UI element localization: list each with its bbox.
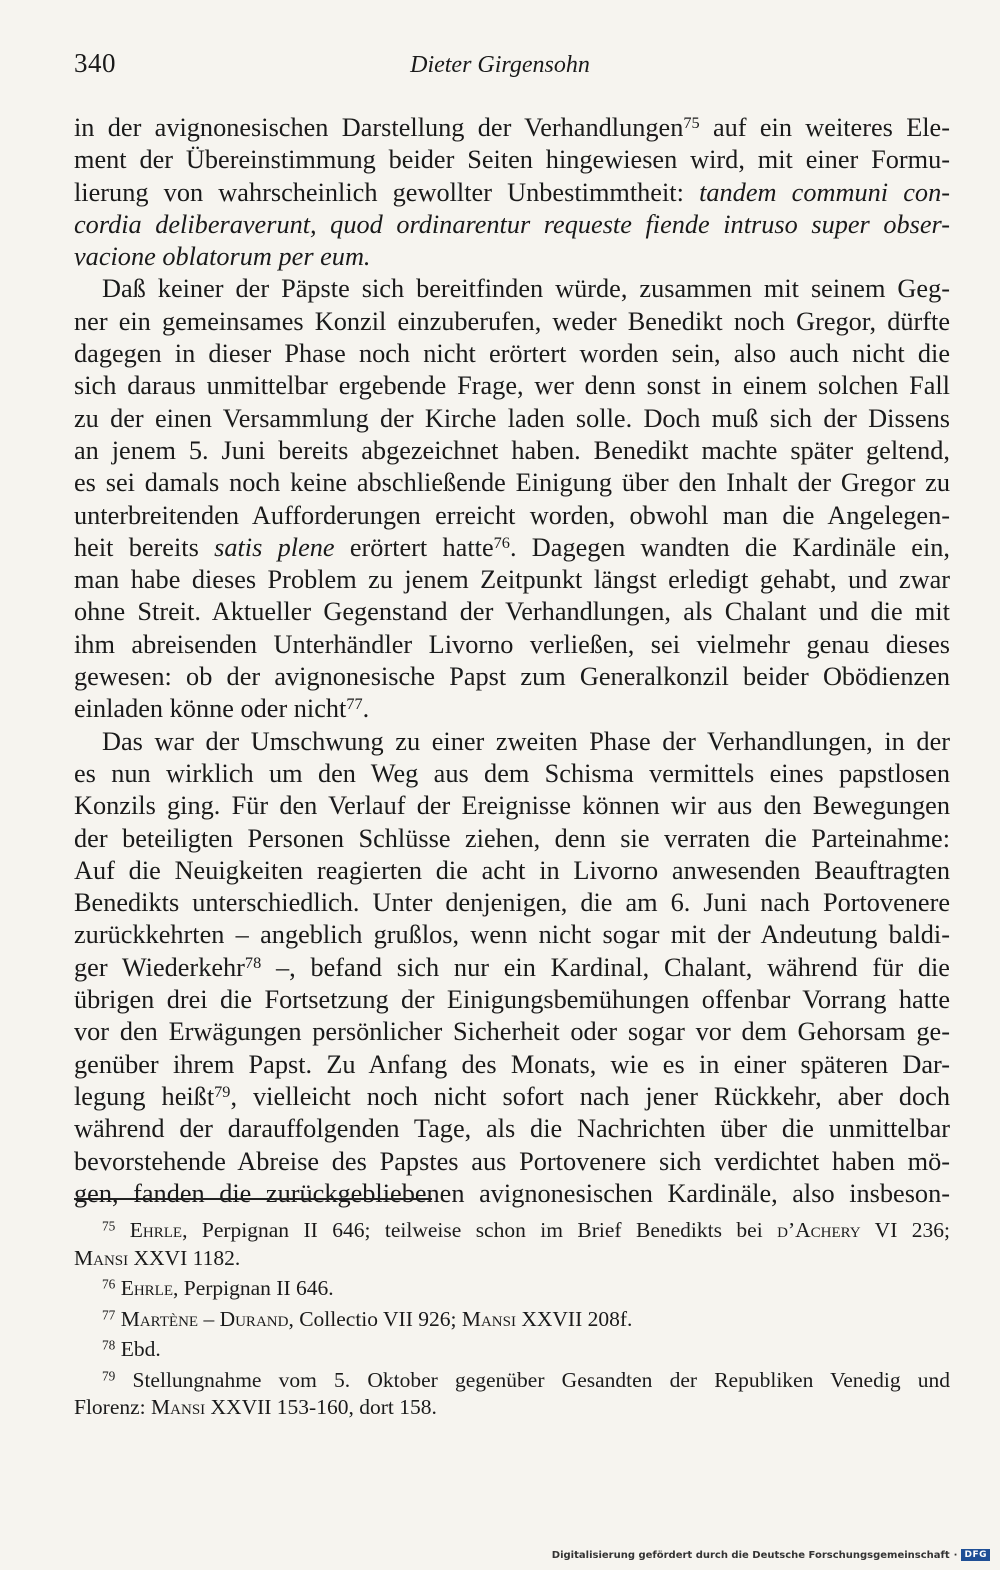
footnote-line [74,1306,950,1334]
body-line: zurückkehrten – angeblich grußlos, wenn nicht sogar mit der Andeutung baldi- [74,920,950,950]
text-run: Florenz: [74,1395,152,1419]
author-name: d’Achery [777,1218,861,1242]
text-run: heit bereits [74,532,215,562]
body-line: ihm abreisenden Unterhändler Livorno verließen, sei vielmehr genau dieses [74,629,950,659]
text-run: , Collectio VII 926; [288,1306,462,1331]
running-head: Dieter Girgensohn [410,52,590,78]
paragraph-1 [74,112,950,273]
body-line: an jenem 5. Juni bereits abgezeichnet haben. Benedikt machte später geltend, [74,435,950,465]
footnote-78 [74,1336,950,1364]
author-name: Ehrle [120,1276,173,1300]
latin-quote: satis plene [214,532,335,562]
body-line: der beteiligten Personen Schlüsse ziehen, denn sie verraten die Parteinahme: [74,823,950,853]
body-line: gewesen: ob der avignonesische Papst zum Generalkonzil beider Obödienzen [74,662,950,692]
author-name: Martène – Durand [120,1306,289,1331]
footnote-ref-78[interactable]: 78 [244,952,262,972]
footnote-line [74,1245,950,1273]
latin-quote: tandem communi con- [699,177,950,207]
footnote-divider [74,1198,432,1200]
author-name: Mansi [151,1395,206,1419]
footnote-line [74,1394,950,1422]
text-run: VI 236; [860,1218,951,1242]
body-line: übrigen drei die Fortsetzung der Einigungsbemühungen offenbar Vorrang hatte [74,985,950,1015]
body-line: genüber ihrem Papst. Zu Anfang des Monats, wie es in einer späteren Dar- [74,1049,950,1079]
body-line: Auf die Neuigkeiten reagierten die acht in Livorno anwesenden Beauftragten [74,855,950,885]
text-run: , vielleicht noch nicht sofort nach jener Rückkehr, aber doch [230,1081,951,1111]
text-run: legung heißt [74,1081,215,1111]
text-run: lierung von wahrscheinlich gewollter Unbestimmtheit: [74,177,700,207]
body-line: vacione oblatorum per eum. [74,242,371,272]
text-run: –, befand sich nur ein Kardinal, Chalant, während für die [261,952,950,982]
body-line [74,177,950,209]
body-line: unterbreitenden Aufforderungen erreicht worden, obwohl man die Angelegen- [74,500,950,530]
text-run: XXVII 153-160, dort 158. [205,1395,437,1419]
body-line: ment der Übereinstimmung beider Seiten hingewiesen wird, mit einer Formu- [74,145,950,175]
digitization-credit: Digitalisierung gefördert durch die Deutsche Forschungsgemeinschaft · DFG [552,1549,990,1561]
footnote-line [74,1336,950,1364]
text-run: Ebd. [120,1337,161,1361]
body-line [74,1081,950,1113]
text-run: . [362,694,370,724]
footnote-77 [74,1306,950,1334]
body-line: ner ein gemeinsames Konzil einzuberufen, weder Benedikt noch Gregor, dürfte [74,306,950,336]
footnotes [74,1217,950,1422]
paragraph-2 [74,273,950,725]
body-line: Daß keiner der Päpste sich bereitfinden würde, zusammen mit seinem Geg- [102,274,950,304]
body-line: Konzils ging. Für den Verlauf der Ereignisse können wir aus den Bewegungen [74,791,950,821]
credit-text: Digitalisierung gefördert durch die Deutsche Forschungsgemeinschaft [551,1549,950,1561]
body-line: es sei damals noch keine abschließende Einigung über den Inhalt der Gregor zu [74,468,950,498]
body-line: zu der einen Versammlung der Kirche laden solle. Doch muß sich der Dissens [74,403,950,433]
text-run: . Dagegen wandten die Kardinäle ein, [509,532,950,562]
footnote-number: 76 [102,1276,116,1292]
body-line [74,952,950,984]
body-line: gen, fanden die zurückgebliebenen avignonesischen Kardinäle, also insbeson- [74,1178,950,1208]
footnote-number: 79 [102,1367,116,1383]
body-line: Benedikts unterschiedlich. Unter denjenigen, die am 6. Juni nach Portovenere [74,888,950,918]
body-line [74,532,950,564]
text-run: , Perpignan II 646. [173,1276,334,1300]
footnote-ref-75[interactable]: 75 [683,112,700,132]
footnote-76 [74,1275,950,1303]
body-text [74,112,950,1210]
paragraph-3 [74,726,950,1210]
body-line: bevorstehende Abreise des Papstes aus Portovenere sich verdichtet haben mö- [74,1146,950,1176]
footnote-line [74,1275,950,1303]
text-run: XXVII 208f. [515,1306,633,1331]
footnote-ref-76[interactable]: 76 [493,532,510,552]
footnote-line [74,1367,950,1395]
body-line: Das war der Umschwung zu einer zweiten Phase der Verhandlungen, in der [102,726,950,756]
text-run: XXVI 1182. [128,1245,241,1270]
body-line: cordia deliberaverunt, quod ordinarentur requeste fiende intruso super obser- [74,209,950,239]
footnote-number: 77 [102,1306,116,1322]
author-name: Ehrle [129,1218,183,1242]
footnote-line [74,1217,950,1245]
body-line: ohne Streit. Aktueller Gegenstand der Verhandlungen, als Chalant und die mit [74,597,950,627]
text-run: auf ein weiteres Ele- [699,113,950,142]
body-line [74,693,950,725]
author-name: Mansi [74,1245,129,1270]
page-number: 340 [74,48,116,78]
footnote-79 [74,1367,950,1422]
body-line [74,112,950,144]
body-line: dagegen in dieser Phase noch nicht erörtert worden sein, also auch nicht die [74,339,950,369]
body-line: es nun wirklich um den Weg aus dem Schisma vermittels eines papstlosen [74,758,950,788]
text-run: ger Wiederkehr [74,952,245,982]
text-run: erörtert hatte [334,532,494,562]
footnote-ref-77[interactable]: 77 [346,694,363,714]
text-run: in der avignonesischen Darstellung der Verhandlungen [74,113,684,142]
body-line: vor den Erwägungen persönlicher Sicherheit oder sogar vor dem Gehorsam ge- [74,1017,950,1047]
footnote-number: 75 [102,1218,116,1234]
dfg-logo-icon: DFG [961,1549,990,1561]
author-name: Mansi [461,1306,516,1331]
footnote-number: 78 [102,1337,116,1353]
body-line: man habe dieses Problem zu jenem Zeitpunkt längst erledigt gehabt, und zwar [74,565,950,595]
footnote-ref-79[interactable]: 79 [214,1081,231,1101]
body-line: sich daraus unmittelbar ergebende Frage, wer denn sonst in einem solchen Fall [74,371,950,401]
text-run: einladen könne oder nicht [74,694,347,724]
text-run: , Perpignan II 646; teilweise schon im Brief Benedikts bei [182,1218,778,1242]
body-line: während der darauffolgenden Tage, als die Nachrichten über die unmittelbar [74,1114,950,1144]
text-run: Stellungnahme vom 5. Oktober gegenüber Gesandten der Republiken Venedig und [132,1367,950,1392]
footnote-75 [74,1217,950,1272]
